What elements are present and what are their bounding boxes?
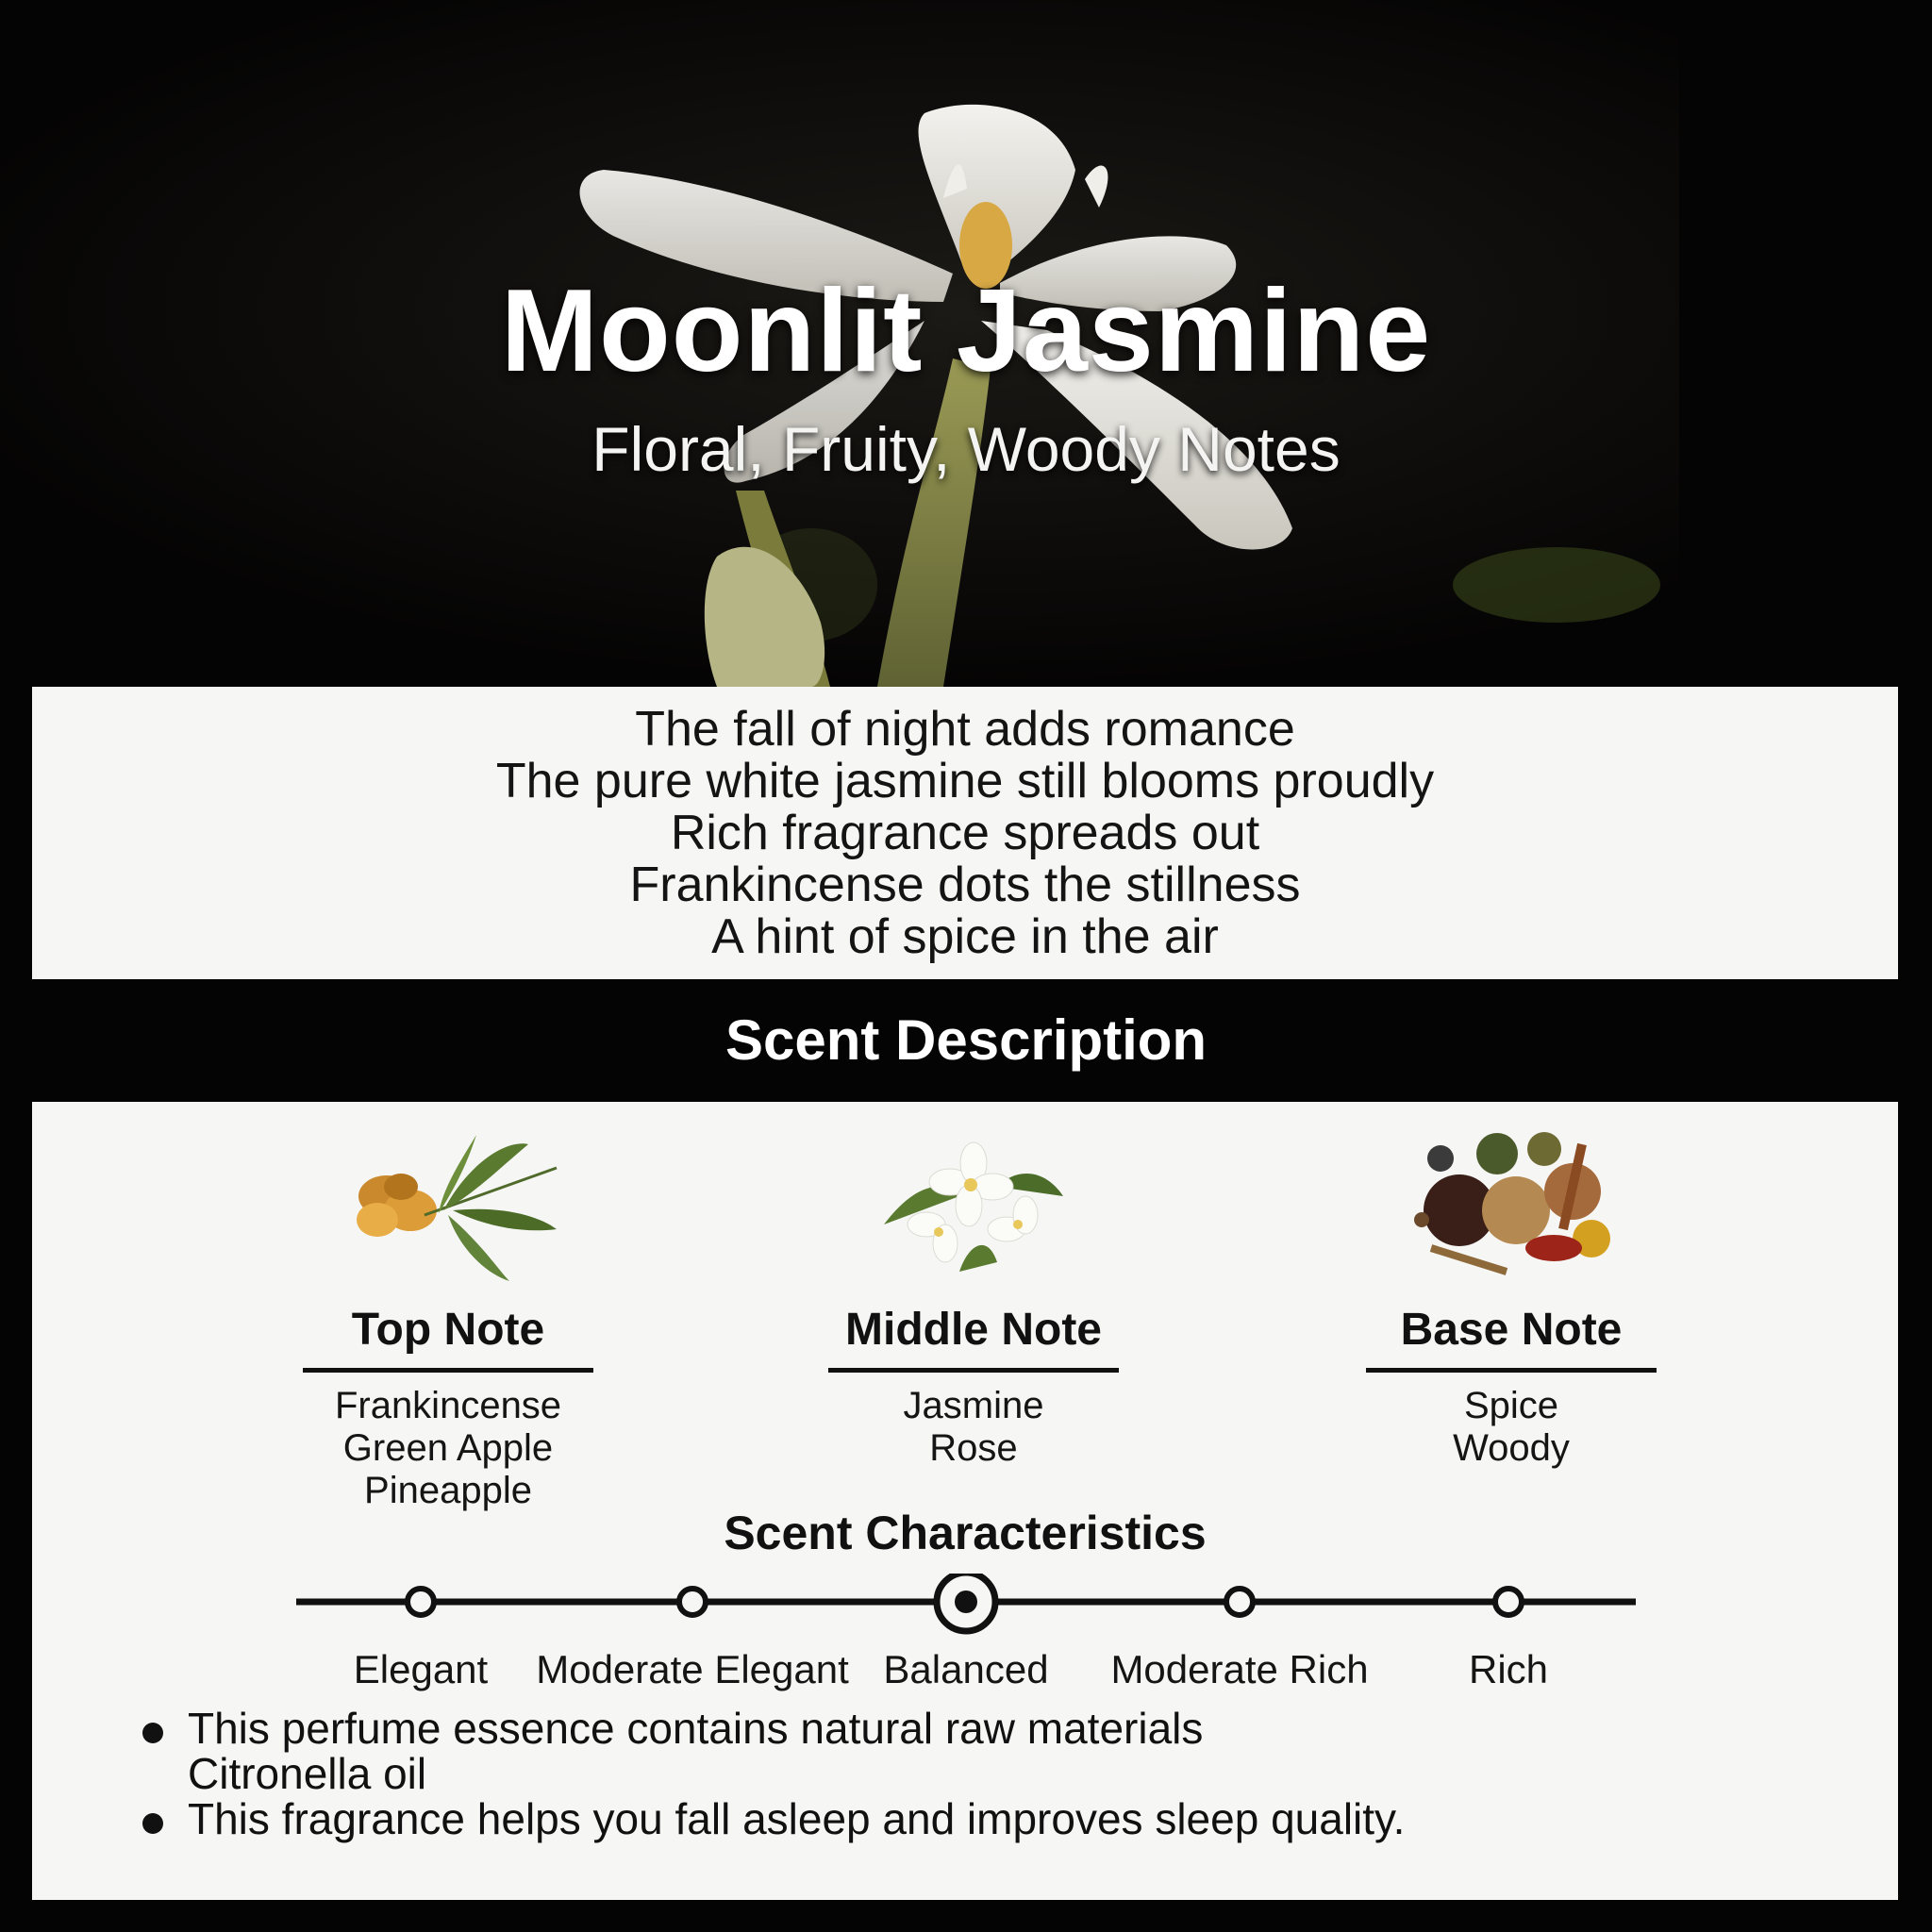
scale-point-balanced-selected [937, 1574, 995, 1631]
scale-label-moderate-rich: Moderate Rich [1110, 1647, 1369, 1691]
list-item [141, 1706, 1839, 1796]
note-item: Frankincense [334, 1385, 562, 1426]
scale-point-moderate-elegant [679, 1589, 706, 1615]
bullet-icon [142, 1813, 163, 1834]
scale-label-moderate-elegant: Moderate Elegant [536, 1647, 849, 1691]
note-item: Jasmine [903, 1385, 1044, 1426]
poem-line: Rich fragrance spreads out [670, 805, 1260, 860]
scale-point-rich [1495, 1589, 1522, 1615]
top-note-title: Top Note [351, 1305, 545, 1355]
poem-line: The fall of night adds romance [635, 701, 1295, 757]
poem-panel [32, 687, 1898, 979]
jasmine-flower-icon [856, 1102, 1091, 1281]
divider [828, 1368, 1119, 1373]
list-item-text: This fragrance helps you fall asleep and improves sleep quality. [188, 1794, 1406, 1843]
note-item: Woody [1453, 1427, 1570, 1469]
poem-line: Frankincense dots the stillness [629, 857, 1301, 912]
scent-description-heading: Scent Description [724, 1008, 1208, 1072]
scale-label-elegant: Elegant [353, 1647, 489, 1691]
list-item-text: This perfume essence contains natural raw materials [188, 1704, 1204, 1753]
list-item [141, 1796, 1839, 1841]
feature-list [141, 1706, 1839, 1841]
divider [1366, 1368, 1657, 1373]
note-item: Spice [1463, 1385, 1559, 1426]
divider [303, 1368, 593, 1373]
scent-characteristics-heading: Scent Characteristics [724, 1507, 1207, 1559]
hero-banner [0, 0, 1932, 687]
scale-point-moderate-rich [1226, 1589, 1253, 1615]
scale-point-elegant [408, 1589, 434, 1615]
spices-icon [1393, 1111, 1629, 1281]
page-subtitle: Floral, Fruity, Woody Notes [591, 414, 1341, 484]
middle-note-title: Middle Note [845, 1305, 1102, 1355]
bullet-icon [142, 1723, 163, 1743]
poem-line: A hint of spice in the air [711, 908, 1219, 964]
note-item: Rose [929, 1427, 1018, 1469]
scale-label-rich: Rich [1468, 1647, 1549, 1691]
scale-label-balanced: Balanced [883, 1647, 1049, 1691]
frankincense-leaf-icon [330, 1121, 566, 1281]
note-item: Green Apple [342, 1427, 554, 1469]
scent-panel [32, 1102, 1898, 1900]
list-item-text: Citronella oil [188, 1749, 427, 1798]
base-note-title: Base Note [1400, 1305, 1623, 1355]
poem-line: The pure white jasmine still blooms proudly [495, 753, 1435, 808]
note-item: Pineapple [364, 1470, 532, 1511]
page-title: Moonlit Jasmine [500, 266, 1432, 396]
